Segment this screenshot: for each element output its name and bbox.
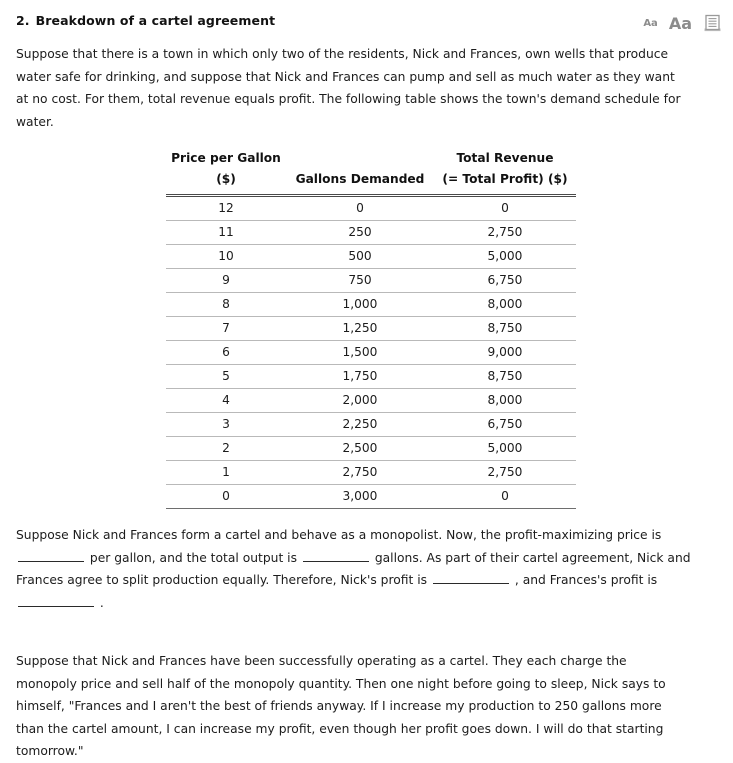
cell-price: 9	[166, 269, 286, 293]
cell-price: 2	[166, 437, 286, 461]
cell-gallons: 1,750	[286, 365, 434, 389]
demand-schedule-table	[166, 147, 576, 509]
toolbar	[643, 13, 722, 33]
table-row	[166, 293, 576, 317]
cell-gallons: 1,250	[286, 317, 434, 341]
increase-font-size-button[interactable]: Aa	[668, 13, 692, 33]
table-row	[166, 365, 576, 389]
intro-paragraph: Suppose that there is a town in which only two of the residents, Nick and Frances, own wells that produce water safe for drinking, and suppose that Nick and Frances can pump and sell as much water as they want at no cost. For them, total revenue equals profit. The following table shows the town's demand schedule for water.	[16, 47, 681, 129]
col-header-gallons-line2: Gallons Demanded	[286, 169, 434, 196]
table-header-row-1	[166, 147, 576, 169]
cell-price: 7	[166, 317, 286, 341]
col-header-revenue-line1: Total Revenue	[456, 151, 554, 165]
cell-gallons: 3,000	[286, 485, 434, 509]
cell-price: 5	[166, 365, 286, 389]
table-head	[166, 147, 576, 196]
cell-gallons: 1,000	[286, 293, 434, 317]
cell-revenue: 8,750	[434, 365, 576, 389]
table-row	[166, 196, 576, 221]
table-row	[166, 221, 576, 245]
cell-price: 4	[166, 389, 286, 413]
cell-gallons: 2,500	[286, 437, 434, 461]
cell-gallons: 750	[286, 269, 434, 293]
table-row	[166, 485, 576, 509]
cell-revenue: 0	[434, 485, 576, 509]
cell-price: 6	[166, 341, 286, 365]
blank-total-output[interactable]	[303, 548, 369, 562]
table-row	[166, 389, 576, 413]
demand-schedule-table-wrapper	[166, 147, 576, 509]
cell-revenue: 9,000	[434, 341, 576, 365]
table-row	[166, 269, 576, 293]
col-header-gallons-line1	[286, 147, 434, 169]
cell-revenue: 5,000	[434, 437, 576, 461]
col-header-price-line1: Price per Gallon	[171, 151, 281, 165]
cell-gallons: 2,750	[286, 461, 434, 485]
cell-gallons: 2,250	[286, 413, 434, 437]
document-icon[interactable]	[703, 14, 722, 33]
fill-in-segment-2: per gallon, and the total output is	[86, 550, 301, 565]
cell-revenue: 0	[434, 196, 576, 221]
table-row	[166, 461, 576, 485]
table-body	[166, 196, 576, 509]
cell-price: 11	[166, 221, 286, 245]
final-paragraph: Suppose that Nick and Frances have been successfully operating as a cartel. They each charge the monopoly price and sell half of the monopoly quantity. Then one night before going to sleep, Nick says to himself, "Frances and I aren't the best of friends anyway. If I increase my production to 250 gallons more than the cartel amount, I can increase my profit, even though her profit goes down. I will do that starting tomorrow."	[16, 654, 666, 758]
table-row	[166, 413, 576, 437]
cell-price: 0	[166, 485, 286, 509]
table-row	[166, 341, 576, 365]
fill-in-paragraph	[0, 524, 712, 614]
fill-in-segment-5: .	[96, 595, 104, 610]
cell-gallons: 250	[286, 221, 434, 245]
page-title	[16, 13, 275, 29]
fill-in-segment-3: gallons. As part of their cartel agreement, Nick and Frances agree to split production equally. Therefore, Nick's profit is	[16, 550, 691, 587]
cell-revenue: 5,000	[434, 245, 576, 269]
question-number: 2.	[16, 13, 30, 28]
col-header-price-line2: ($)	[166, 169, 286, 196]
cell-revenue: 8,000	[434, 389, 576, 413]
cell-gallons: 1,500	[286, 341, 434, 365]
cell-price: 10	[166, 245, 286, 269]
col-header-revenue-line2: (= Total Profit) ($)	[434, 169, 576, 196]
table-row	[166, 437, 576, 461]
table-row	[166, 245, 576, 269]
cell-revenue: 6,750	[434, 413, 576, 437]
cell-revenue: 8,750	[434, 317, 576, 341]
question-header	[0, 0, 733, 33]
cell-revenue: 8,000	[434, 293, 576, 317]
cell-gallons: 0	[286, 196, 434, 221]
cell-price: 8	[166, 293, 286, 317]
decrease-font-size-button[interactable]: Aa	[643, 17, 658, 29]
question-title-text: Breakdown of a cartel agreement	[35, 13, 276, 28]
cell-price: 1	[166, 461, 286, 485]
table-row	[166, 317, 576, 341]
cell-price: 12	[166, 196, 286, 221]
cell-revenue: 6,750	[434, 269, 576, 293]
cell-gallons: 500	[286, 245, 434, 269]
cell-gallons: 2,000	[286, 389, 434, 413]
cell-revenue: 2,750	[434, 221, 576, 245]
table-header-row-2	[166, 169, 576, 196]
blank-nicks-profit[interactable]	[433, 570, 509, 584]
fill-in-segment-4: , and Frances's profit is	[510, 573, 658, 587]
blank-profit-maximizing-price[interactable]	[18, 548, 84, 562]
cell-revenue: 2,750	[434, 461, 576, 485]
cell-price: 3	[166, 413, 286, 437]
fill-in-segment-1: Suppose Nick and Frances form a cartel and behave as a monopolist. Now, the profit-maximizing price is	[16, 528, 662, 542]
blank-francess-profit[interactable]	[18, 593, 94, 607]
